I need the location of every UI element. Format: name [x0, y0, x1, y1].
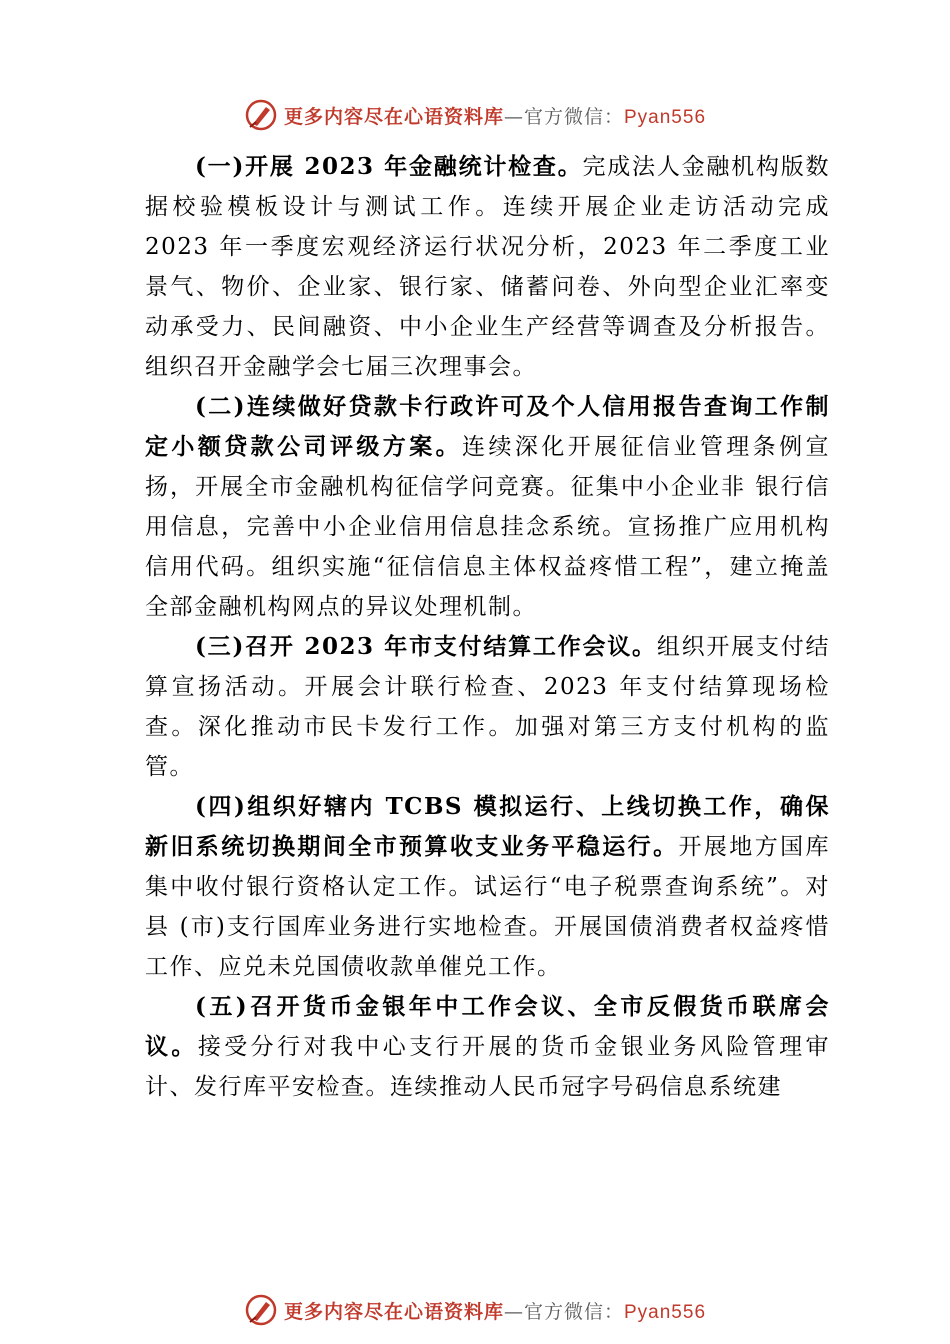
paragraph-text: 完成法人金融机构版数据校验模板设计与测试工作。连续开展企业走访活动完成 2023 年一季度宏观经济运行状况分析，2023 年二季度工业景气、物价、企业家、银行家、储蓄问卷、外向型企业汇率变动承受力、民间融资、中小企业生产经营等调查及分析报告。组织召开金融学会七届三次理事会。 — [145, 154, 830, 380]
paragraph-heading: (一)开展 2023 年金融统计检查。 — [195, 153, 583, 180]
watermark-footer — [0, 1290, 950, 1330]
watermark-grey-text: —官方微信： — [503, 105, 624, 128]
watermark-text — [284, 102, 706, 129]
paragraph-3 — [145, 627, 830, 787]
watermark-red-text: 更多内容尽在心语资料库 — [283, 105, 504, 128]
paragraph-5 — [145, 987, 830, 1107]
watermark-text — [284, 1297, 706, 1324]
document-body — [145, 147, 830, 1107]
pen-quill-logo-icon — [244, 98, 278, 132]
watermark-grey-text: —官方微信： — [503, 1300, 624, 1323]
watermark-header — [0, 95, 950, 135]
paragraph-text: 组织开展支付结算宣扬活动。开展会计联行检查、2023 年支付结算现场检查。深化推动市民卡发行工作。加强对第三方支付机构的监管。 — [145, 634, 831, 780]
paragraph-4 — [145, 787, 830, 987]
paragraph-heading: (二)连续做好贷款卡行政许可及个人信用报告查询工作制定小额贷款公司评级方案。 — [145, 393, 830, 460]
watermark-wechat-id: Pyan556 — [624, 1301, 707, 1323]
paragraph-text: 连续深化开展征信业管理条例宣扬，开展全市金融机构征信学问竞赛。征集中小企业非 银行信用信息，完善中小企业信用信息挂念系统。宣扬推广应用机构信用代码。组织实施“征信信息主体权益疼惜工程”，建立掩盖全部金融机构网点的异议处理机制。 — [145, 434, 831, 620]
paragraph-1 — [145, 147, 830, 387]
paragraph-heading: (三)召开 2023 年市支付结算工作会议。 — [195, 633, 657, 660]
paragraph-heading: (五)召开货币金银年中工作会议、全市反假货币联席会议。 — [145, 993, 830, 1060]
paragraph-2 — [145, 387, 830, 627]
pen-quill-logo-icon — [244, 1293, 278, 1327]
watermark-red-text: 更多内容尽在心语资料库 — [283, 1300, 504, 1323]
paragraph-text: 接受分行对我中心支行开展的货币金银业务风险管理审计、发行库平安检查。连续推动人民币冠字号码信息系统建 — [145, 1034, 831, 1100]
paragraph-text: 开展地方国库集中收付银行资格认定工作。试运行“电子税票查询系统”。对县 (市)支行国库业务进行实地检查。开展国债消费者权益疼惜工作、应兑未兑国债收款单催兑工作。 — [145, 834, 831, 980]
watermark-wechat-id: Pyan556 — [624, 106, 707, 128]
paragraph-heading: (四)组织好辖内 TCBS 模拟运行、上线切换工作，确保新旧系统切换期间全市预算收支业务平稳运行。 — [145, 793, 830, 860]
